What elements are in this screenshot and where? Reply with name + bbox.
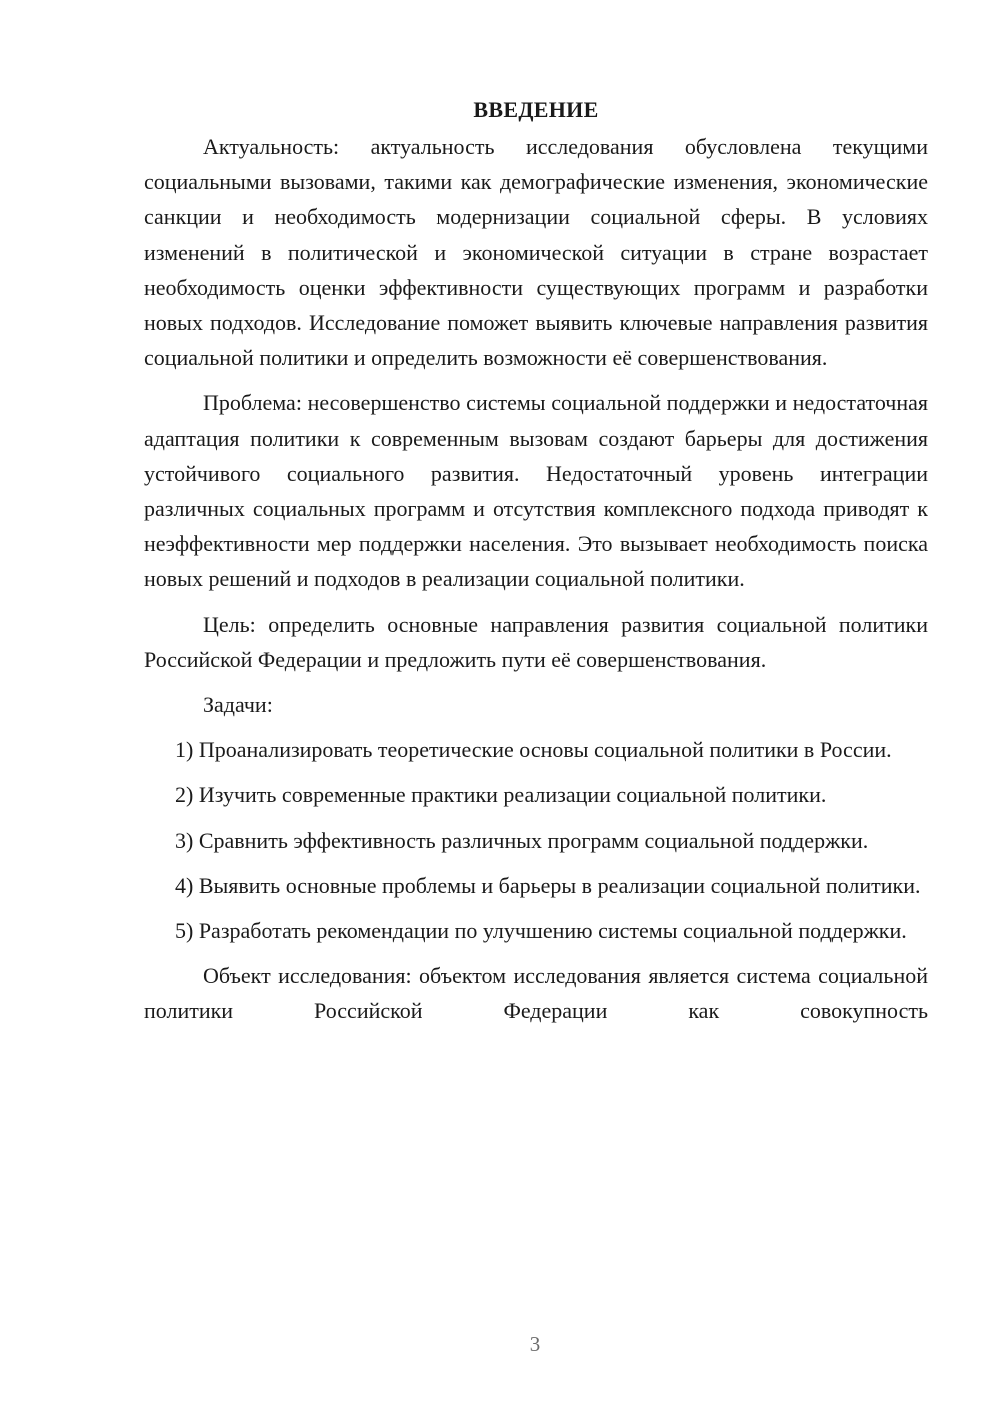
task-item-1: 1) Проанализировать теоретические основы социальной политики в России. <box>175 737 892 763</box>
task-item-3: 3) Сравнить эффективность различных программ социальной поддержки. <box>175 827 869 853</box>
page-number: 3 <box>529 1332 541 1356</box>
relevance-paragraph: Актуальность: актуальность исследования обусловлена текущими социальными вызовами, такими как демографические изменения, экономические санкции и необходимость модернизации социальной сферы. В условиях изменений в политической и экономической ситуации в стране возрастает необходимость оценки эффективности существующих программ и разработки новых подходов. Исследование поможет выявить ключевые направления развития социальной политики и определить возможности её совершенствования. <box>144 134 928 371</box>
task-item-4: 4) Выявить основные проблемы и барьеры в реализации социальной политики. <box>175 872 921 898</box>
goal-paragraph: Цель: определить основные направления развития социальной политики Российской Федерации и предложить пути её совершенствования. <box>144 611 928 672</box>
tasks-heading: Задачи: <box>203 692 273 718</box>
task-item-5: 5) Разработать рекомендации по улучшению системы социальной поддержки. <box>175 918 907 944</box>
task-item-2: 2) Изучить современные практики реализации социальной политики. <box>175 782 827 808</box>
problem-paragraph: Проблема: несовершенство системы социальной поддержки и недостаточная адаптация политики к современным вызовам создают барьеры для достижения устойчивого социального развития. Недостаточный уровень интеграции различных социальных программ и отсутствия комплексного подхода приводят к неэффективности мер поддержки населения. Это вызывает необходимость поиска новых решений и подходов в реализации социальной политики. <box>144 390 928 592</box>
page-title: ВВЕДЕНИЕ <box>473 97 599 122</box>
object-paragraph: Объект исследования: объектом исследования является система социальной политики Российской Федерации как совокупность <box>144 963 928 1024</box>
document-page <box>144 92 928 1039</box>
